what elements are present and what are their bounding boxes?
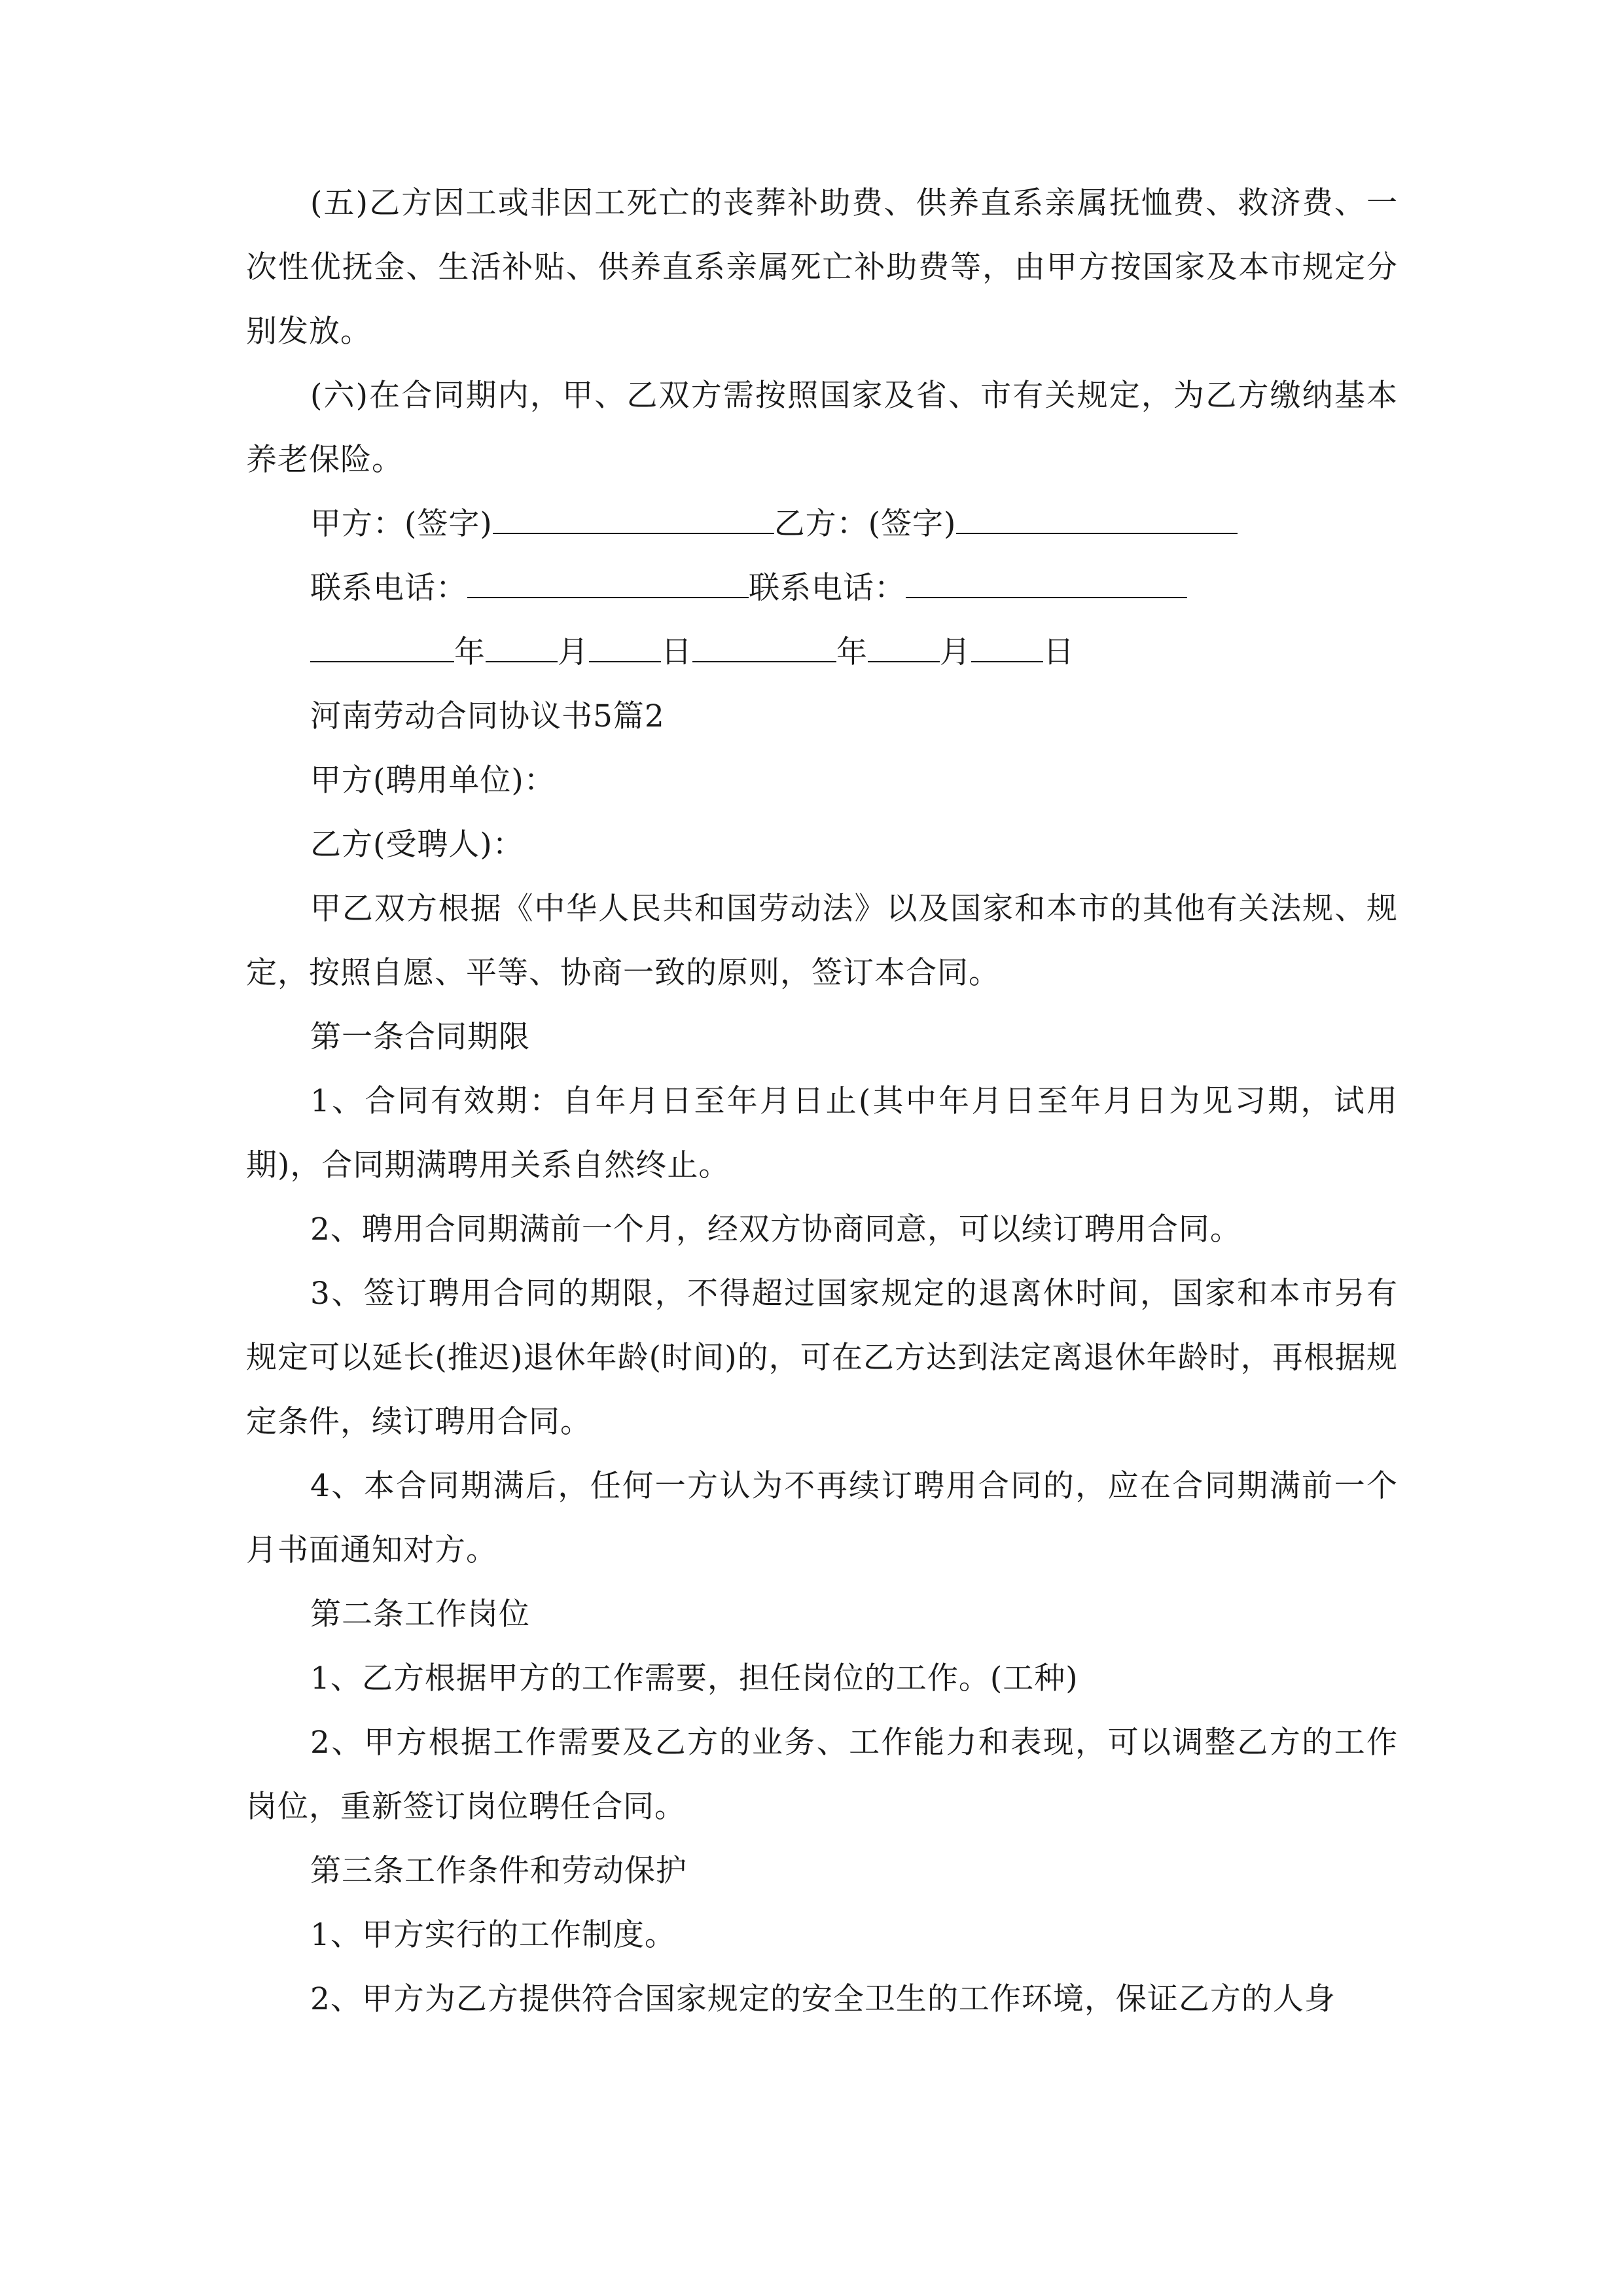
phone-blank-b [906,571,1187,598]
article2-item-1: 1、乙方根据甲方的工作需要，担任岗位的工作。(工种) [310,1660,1079,1696]
phone-label-b: 联系电话： [749,570,906,606]
phone-line [246,556,1398,620]
article1-title: 第一条合同期限 [310,1019,530,1055]
day-blank-b [971,635,1043,662]
party-a-employer: 甲方(聘用单位)： [310,762,556,798]
article1-item-2: 2、聘用合同期满前一个月，经双方协商同意，可以续订聘用合同。 [310,1211,1241,1247]
year-blank-b [692,635,836,662]
paragraph-funeral-subsidy: (五)乙方因工或非因工死亡的丧葬补助费、供养直系亲属抚恤费、救济费、一次性优抚金、生活补贴、供养直系亲属死亡补助费等，由甲方按国家及本市规定分别发放。 [246,185,1398,350]
party-a-sign-label: 甲方：(签字) [310,506,493,542]
date-line [246,620,1398,685]
month-blank-b [868,635,940,662]
month-label-a: 月 [558,634,589,670]
party-b-sign-blank [956,507,1238,534]
day-label-a: 日 [661,634,692,670]
party-a-sign-blank [493,507,774,534]
article1-item-1: 1、合同有效期：自年月日至年月日止(其中年月日至年月日为见习期，试用期)，合同期满聘用关系自然终止。 [246,1083,1398,1183]
article2-item-2: 2、甲方根据工作需要及乙方的业务、工作能力和表现，可以调整乙方的工作岗位，重新签订岗位聘任合同。 [246,1725,1398,1825]
article3-item-1: 1、甲方实行的工作制度。 [310,1917,676,1953]
day-blank-a [589,635,661,662]
signature-line [246,492,1398,556]
month-label-b: 月 [940,634,971,670]
article1-item-3: 3、签订聘用合同的期限，不得超过国家规定的退离休时间，国家和本市另有规定可以延长(推迟)退休年龄(时间)的，可在乙方达到法定离退休年龄时，再根据规定条件，续订聘用合同。 [246,1276,1398,1440]
day-label-b: 日 [1043,634,1075,670]
year-label-a: 年 [454,634,486,670]
article2-title: 第二条工作岗位 [310,1596,530,1632]
party-b-employee: 乙方(受聘人)： [310,827,524,863]
year-blank-a [310,635,454,662]
article3-item-2: 2、甲方为乙方提供符合国家规定的安全卫生的工作环境，保证乙方的人身 [310,1981,1336,2017]
section-title: 河南劳动合同协议书5篇2 [310,698,665,734]
article3-title: 第三条工作条件和劳动保护 [310,1853,687,1889]
phone-blank-a [467,571,749,598]
document-page [246,171,1398,2032]
party-b-sign-label: 乙方：(签字) [774,506,957,542]
year-label-b: 年 [836,634,868,670]
intro-paragraph: 甲乙双方根据《中华人民共和国劳动法》以及国家和本市的其他有关法规、规定，按照自愿、平等、协商一致的原则，签订本合同。 [246,891,1398,991]
article1-item-4: 4、本合同期满后，任何一方认为不再续订聘用合同的，应在合同期满前一个月书面通知对方。 [246,1468,1398,1568]
paragraph-pension-insurance: (六)在合同期内，甲、乙双方需按照国家及省、市有关规定，为乙方缴纳基本养老保险。 [246,378,1398,478]
month-blank-a [486,635,558,662]
phone-label-a: 联系电话： [310,570,467,606]
